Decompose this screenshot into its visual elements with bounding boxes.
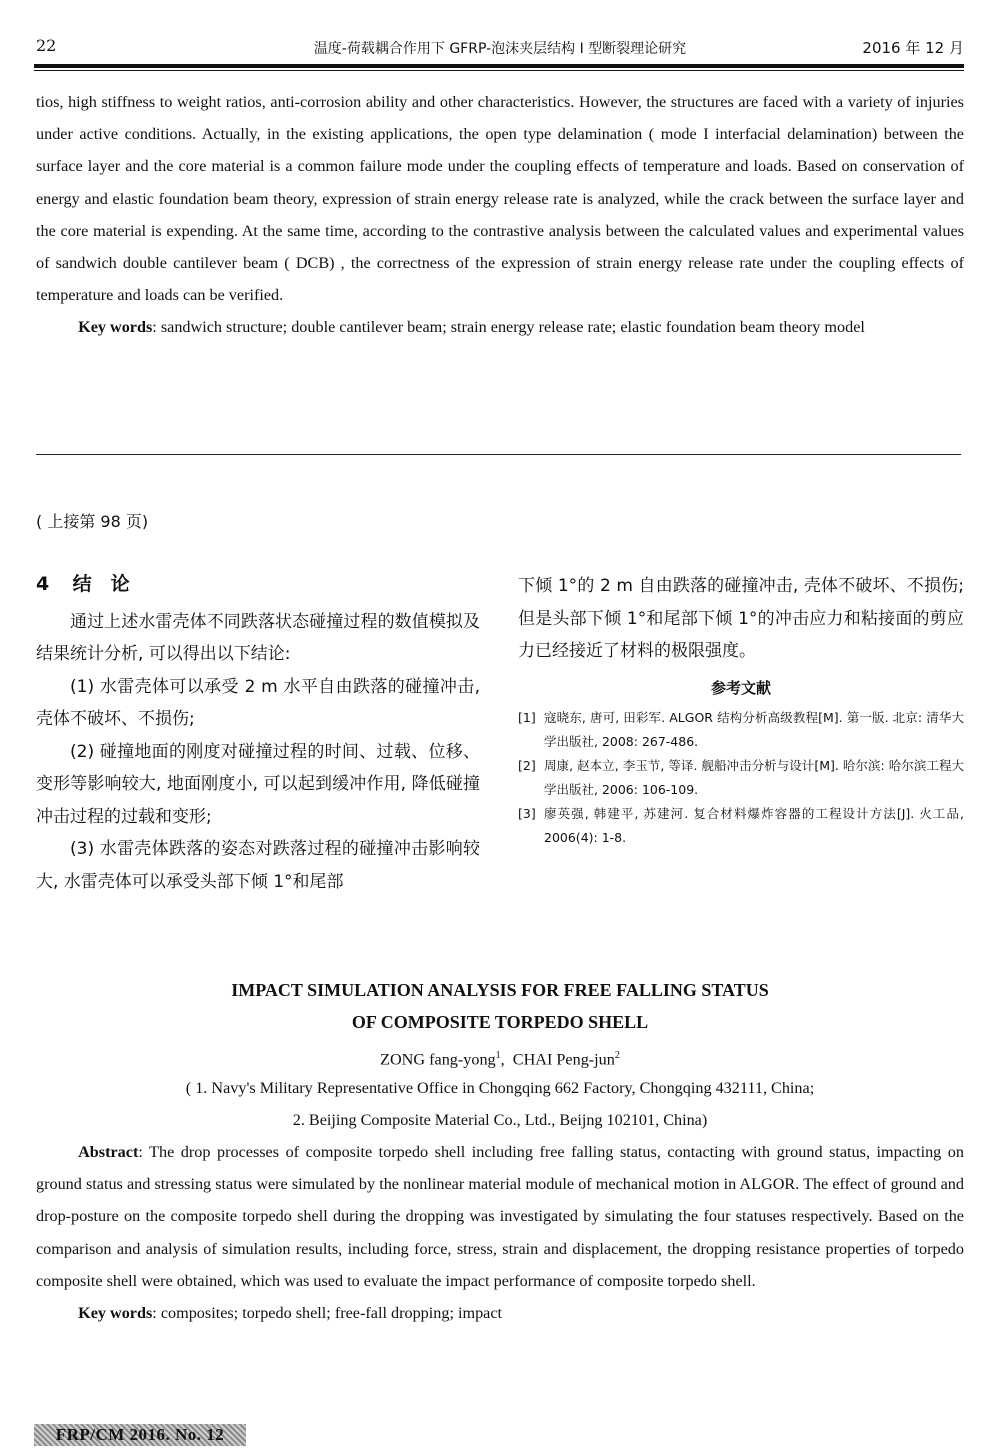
affiliation-1: ( 1. Navy's Military Representative Office in Chongqing 662 Factory, Chongqing 432111, China; [185,1079,815,1097]
abstract-label: Abstract [78,1143,139,1161]
section-title: 结 论 [72,573,130,595]
reference-text: 廖英强, 韩建平, 苏建河. 复合材料爆炸容器的工程设计方法[J]. 火工品, 2006(4): 1-8. [544,806,964,845]
conclusion-item-3: (3) 水雷壳体跌落的姿态对跌落过程的碰撞冲击影响较大, 水雷壳体可以承受头部下倾 1°和尾部 [36,839,480,892]
abstract-paragraph [36,1136,964,1297]
conclusion-item-1: (1) 水雷壳体可以承受 2 m 水平自由跌落的碰撞冲击, 壳体不破坏、不损伤; [36,676,480,729]
running-title: 温度-荷载耦合作用下 GFRP-泡沫夹层结构 I 型断裂理论研究 [313,41,687,57]
continued-note: ( 上接第 98 页) [36,512,149,531]
author-1: ZONG fang-yong [380,1050,496,1069]
journal-footer-badge: FRP/CM 2016. No. 12 [34,1424,246,1446]
english-title-line-2: OF COMPOSITE TORPEDO SHELL [351,1012,649,1032]
prev-keywords-text: : sandwich structure; double cantilever beam; strain energy release rate; elastic foundation beam theory model [152,318,865,337]
keywords-label: Key words [78,1304,153,1323]
page-number: 22 [36,36,57,55]
issue-date: 2016 年 12 月 [862,39,964,57]
references-list [518,706,964,850]
right-column [518,570,964,850]
reference-number: [1] [518,710,536,725]
author-2: CHAI Peng-jun [512,1050,615,1069]
header-rule-thick [34,64,964,68]
article-separator [36,454,961,455]
english-abstract [36,1136,964,1329]
prev-keywords-label: Key words [78,318,153,337]
reference-text: 寇晓东, 唐可, 田彩军. ALGOR 结构分析高级教程[M]. 第一版. 北京: 清华大学出版社, 2008: 267-486. [544,710,964,749]
conclusion-item-2: (2) 碰撞地面的刚度对碰撞过程的时间、过载、位移、变形等影响较大, 地面刚度小, 可以起到缓冲作用, 降低碰撞冲击过程的过载和变形; [36,741,480,827]
reference-number: [2] [518,758,536,773]
section-number: 4 [36,573,50,595]
keywords-text: : composites; torpedo shell; free-fall dropping; impact [152,1304,503,1323]
affiliation-2: 2. Beijing Composite Material Co., Ltd., Beijng 102101, China) [292,1111,708,1129]
english-authors: ZONG fang-yong$^1$, CHAI Peng-jun$^2$ [380,1050,620,1069]
reference-item [518,802,964,850]
section-heading [36,568,480,602]
reference-number: [3] [518,806,536,821]
reference-item [518,706,964,754]
left-column [36,568,480,898]
english-title-line-1: IMPACT SIMULATION ANALYSIS FOR FREE FALLING STATUS [231,980,769,1000]
author-1-affil: 1 [495,1050,501,1061]
prev-keywords [36,311,964,343]
conclusion-item-3-cont: 下倾 1°的 2 m 自由跌落的碰撞冲击, 壳体不破坏、不损伤; 但是头部下倾 1°和尾部下倾 1°的冲击应力和粘接面的剪应力已经接近了材料的极限强度。 [518,576,964,661]
prev-abstract [36,86,964,344]
header-rule-thin [34,70,964,71]
english-keywords [36,1297,964,1329]
abstract-body: : The drop processes of composite torpedo shell including free falling status, contacting with ground status, impacting on ground status and stressing status were simulated by the nonlinear material module of mechanical motion in ALGOR. The effect of ground and drop-posture on the composite torpedo shell during the dropping was investigated by simulating the four statuses respectively. Based on the comparison and analysis of simulation results, including force, stress, strain and displacement, the dropping resistance properties of torpedo composite shell were obtained, which was used to evaluate the impact performance of composite torpedo shell. [36,1143,964,1290]
conclusion-intro: 通过上述水雷壳体不同跌落状态碰撞过程的数值模拟及结果统计分析, 可以得出以下结论: [36,611,480,664]
references-title: 参考文献 [710,678,771,697]
prev-abstract-body: tios, high stiffness to weight ratios, anti-corrosion ability and other characteristics. However, the structures are faced with a variety of injuries under active conditions. Actually, in the existing applications, the open type delamination ( mode I interfacial delamination) between the surface layer and the core material is a common failure mode under the coupling effects of temperature and loads. Based on conservation of energy and elastic foundation beam theory, expression of strain energy release rate is analyzed, while the crack between the surface layer and the core material is expending. At the same time, according to the contrastive analysis between the calculated values and experimental values of sandwich double cantilever beam ( DCB) , the correctness of the expression of strain energy release rate under the coupling effects of temperature and loads can be verified. [36,93,964,305]
reference-text: 周康, 赵本立, 李玉节, 等译. 舰船冲击分析与设计[M]. 哈尔滨: 哈尔滨工程大学出版社, 2006: 106-109. [544,758,964,797]
reference-item [518,754,964,802]
author-2-affil: 2 [614,1050,620,1061]
